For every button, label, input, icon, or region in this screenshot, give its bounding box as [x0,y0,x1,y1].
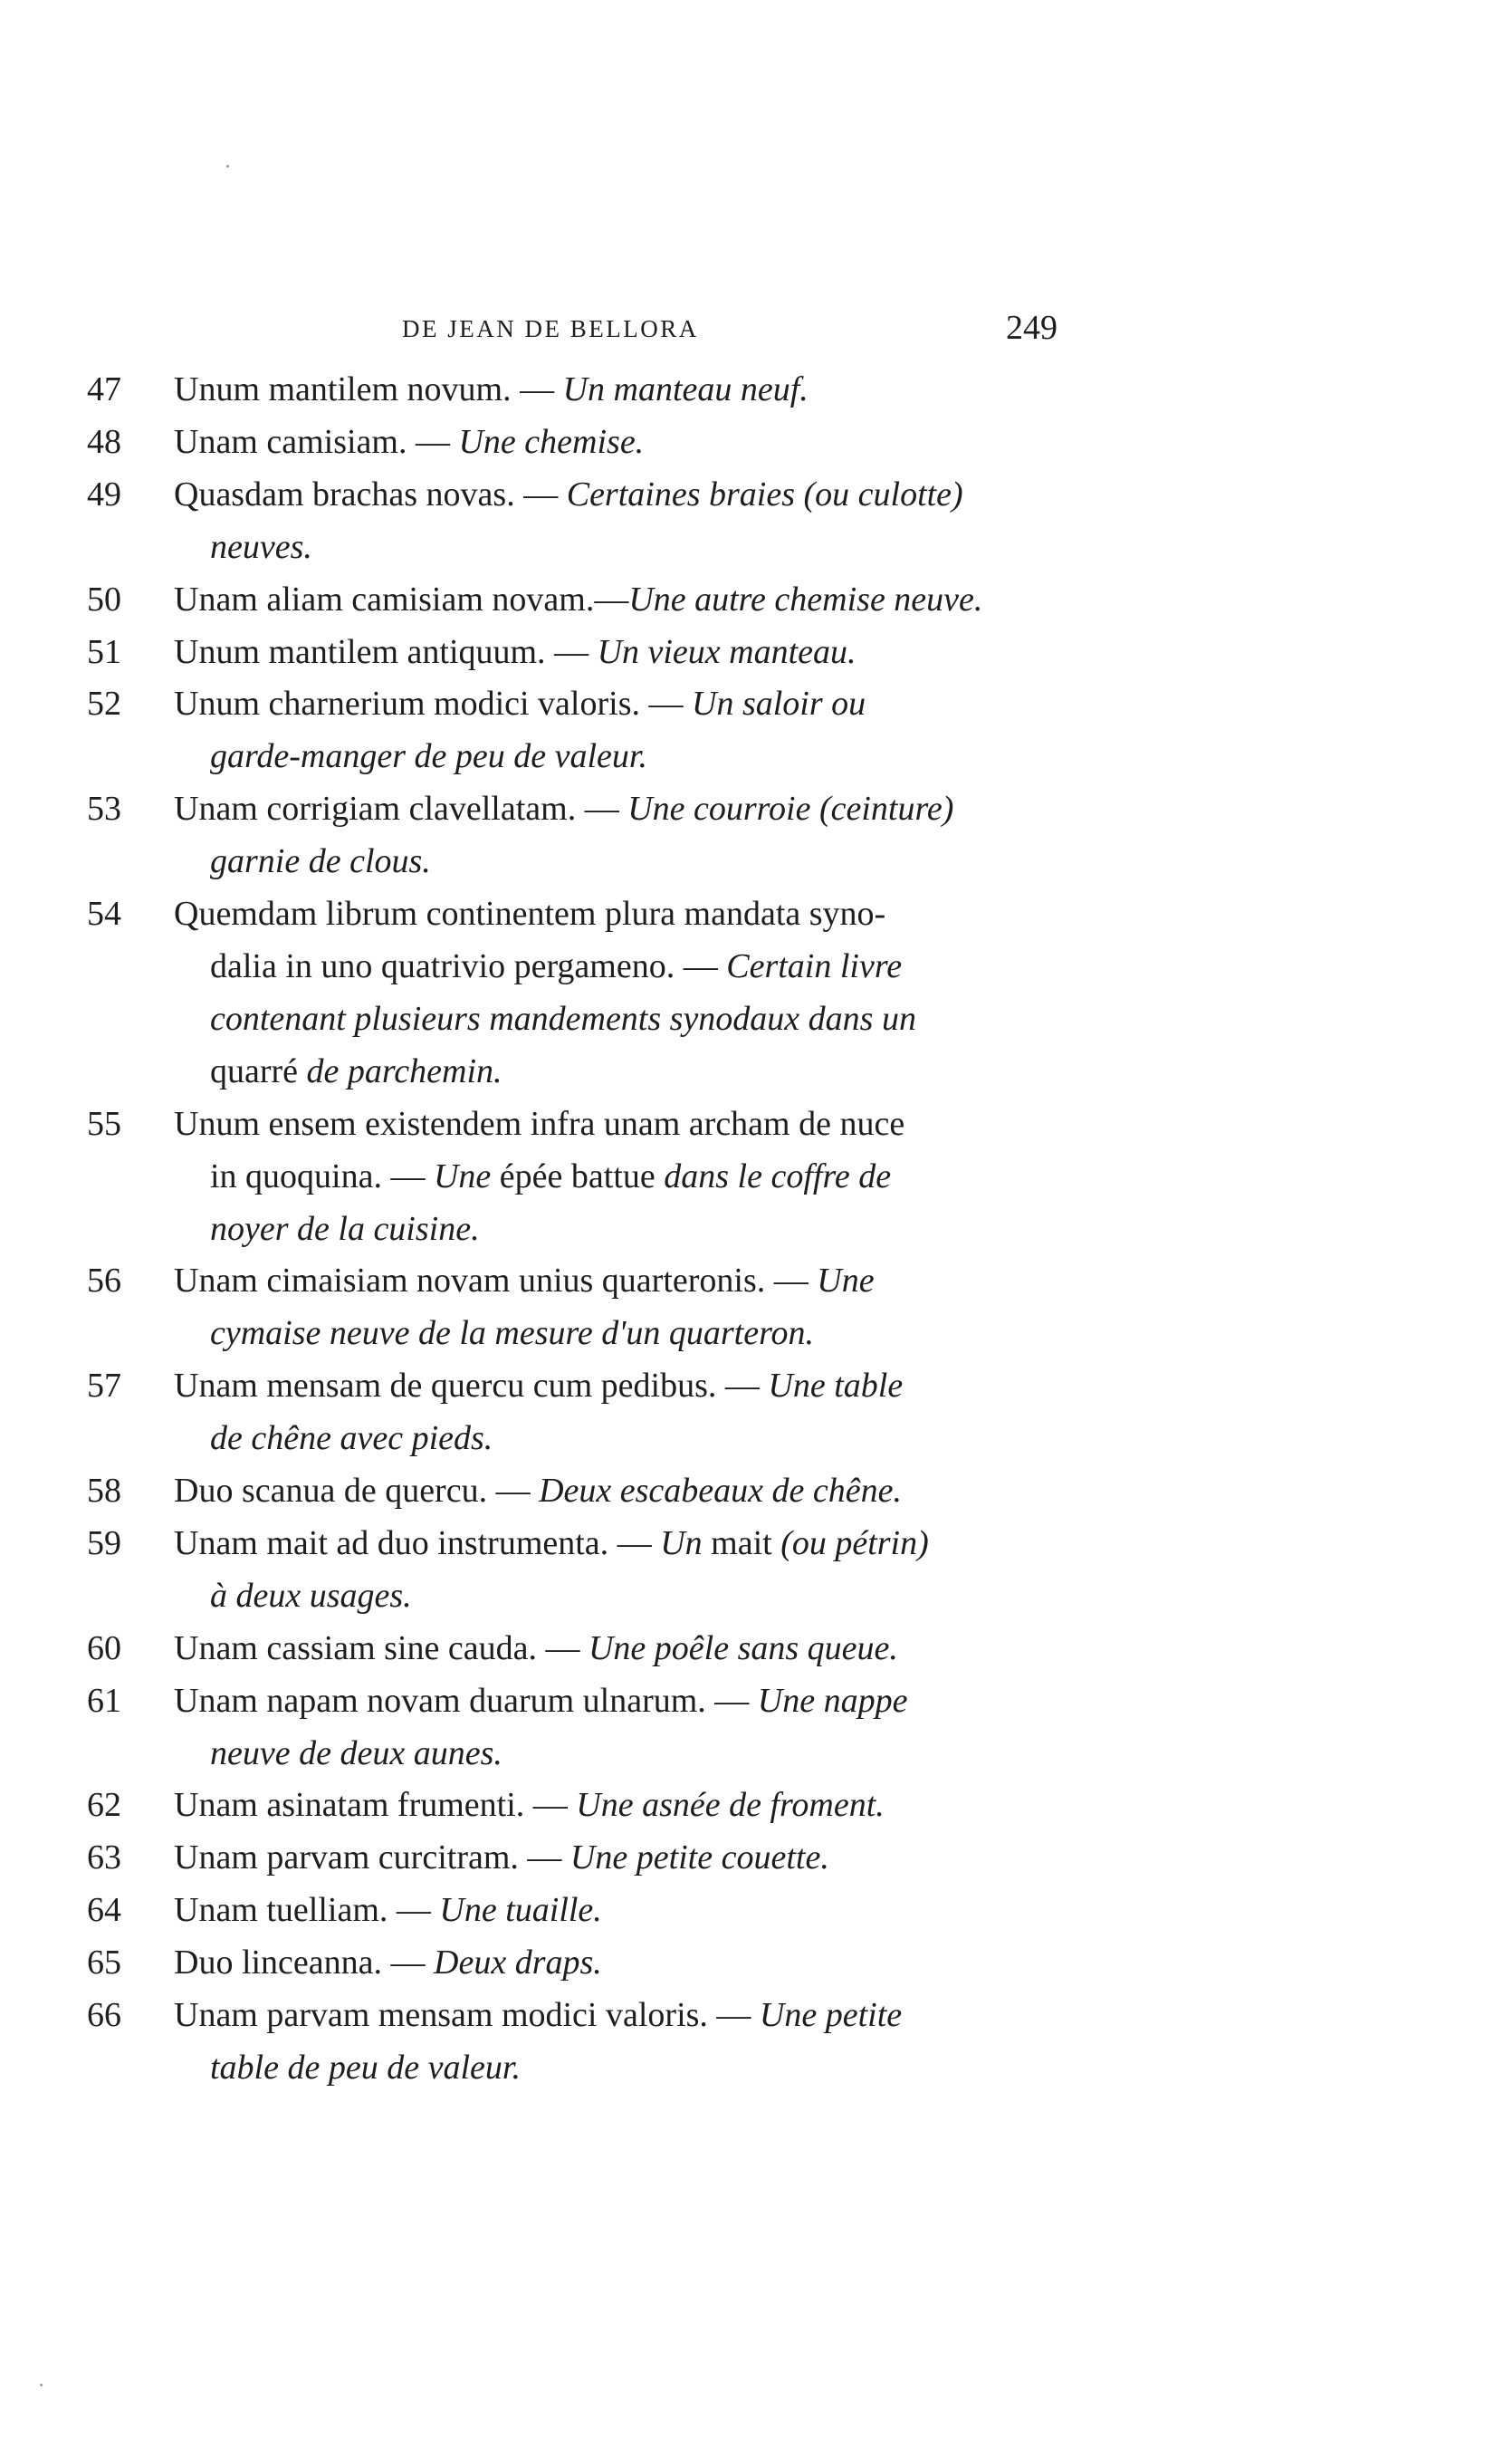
latin-text: Unum mantilem antiquum. [174,632,555,671]
entry-text [174,1675,1059,1781]
french-translation: Une petite [759,1996,903,2035]
entry-number: 64 [87,1891,121,1930]
entry-continuation-line [174,731,1059,783]
french-translation: Une table [768,1367,904,1406]
french-translation: Une courroie (ceinture) [627,790,954,829]
french-translation: de chêne avec pieds. [210,1419,493,1458]
entry-text [174,1518,1059,1623]
french-translation: de parchemin. [306,1051,502,1090]
latin-text: Unam cimaisiam novam unius quarteronis. [174,1262,774,1301]
entry-number: 65 [87,1944,121,1982]
latin-text: mait [711,1523,781,1562]
entry-continuation-line [174,941,1059,993]
entry-continuation-line [174,1151,1059,1204]
latin-text: Unam mait ad duo instrumenta. [174,1523,617,1562]
latin-text: Unam asinatam frumenti. [174,1786,533,1825]
french-translation: Une autre chemise neuve. [628,580,983,619]
french-translation: Deux escabeaux de chêne. [539,1472,902,1511]
entry-text [174,1832,1059,1885]
latin-text: Unam aliam camisiam novam. [174,580,595,619]
entry-line [174,1944,602,1982]
entry-continuation-line [174,1204,1059,1256]
inventory-entry [87,1623,1059,1675]
entry-number: 60 [87,1628,121,1667]
entry-line [174,1629,898,1667]
em-dash-separator: — [716,1996,760,2035]
inventory-entry [87,1360,1059,1465]
entry-number: 59 [87,1523,121,1562]
french-translation: Un manteau neuf. [562,370,809,408]
latin-text: in quoquina. [210,1157,391,1195]
entry-text [174,1937,1059,1990]
inventory-entry [87,1255,1059,1360]
entry-line [174,1786,885,1824]
entry-continuation-line [174,1728,1059,1781]
entry-text [174,1360,1059,1465]
entry-text [174,1885,1059,1937]
entry-continuation-line [174,1413,1059,1465]
latin-text: Quemdam librum continentem plura mandata syno- [174,895,886,934]
em-dash-separator: — [532,1786,577,1825]
entry-line [174,685,866,723]
latin-text: Unam parvam mensam modici valoris. [174,1996,717,2035]
entry-text [174,1099,1059,1256]
latin-text: Unam mensam de quercu cum pedibus. [174,1367,725,1406]
french-translation: Une petite couette. [569,1838,829,1877]
inventory-entry [87,1832,1059,1885]
latin-text: Unum mantilem novum. [174,370,521,408]
entry-number: 50 [87,580,121,619]
entry-number: 62 [87,1786,121,1825]
em-dash-separator: — [545,1628,589,1667]
entry-line [174,1891,602,1929]
entry-number: 56 [87,1262,121,1301]
entry-text [174,627,1059,679]
french-translation: Une chemise. [458,422,645,461]
french-translation: Un vieux manteau. [597,632,856,671]
inventory-entry [87,627,1059,679]
inventory-entry [87,1465,1059,1518]
latin-text: Unam camisiam. [174,422,416,461]
inventory-list [87,364,1059,2095]
inventory-entry [87,574,1059,627]
latin-text: Unam parvam curcitram. [174,1838,528,1877]
latin-text: Duo scanua de quercu. [174,1472,496,1511]
french-translation: Deux draps. [434,1944,602,1982]
em-dash-separator: — [390,1157,434,1195]
french-translation: Un saloir ou [692,685,866,724]
french-translation: Une [817,1262,875,1301]
entry-continuation-line [174,993,1059,1046]
entry-line [174,581,982,619]
entry-continuation-line [174,1046,1059,1099]
entry-line [174,1682,907,1720]
entry-continuation-line [174,2042,1059,2095]
french-translation: Certaines braies (ou culotte) [566,475,963,514]
entry-text [174,1255,1059,1360]
french-translation: contenant plusieurs mandements synodaux dans un [210,999,916,1038]
entry-number: 52 [87,685,121,724]
em-dash-separator: — [523,475,567,514]
em-dash-separator: — [527,1838,570,1877]
entry-number: 55 [87,1104,121,1143]
entry-continuation-line [174,1308,1059,1360]
entry-continuation-line [174,836,1059,888]
em-dash-separator: — [495,1472,540,1511]
entry-line [174,633,856,671]
entry-number: 61 [87,1681,121,1720]
em-dash-separator: — [617,1523,661,1562]
entry-line [174,1524,929,1562]
entry-line [174,1105,904,1143]
entry-line [174,895,885,933]
em-dash-separator: — [520,370,563,408]
french-translation: Une poêle sans queue. [588,1628,898,1667]
em-dash-separator: — [396,1891,440,1930]
entry-text [174,783,1059,888]
entry-number: 63 [87,1838,121,1877]
latin-text: Quasdam brachas novas. [174,475,524,514]
latin-text: Unam tuelliam. [174,1891,397,1930]
latin-text: dalia in uno quatrivio pergameno. [210,946,684,985]
running-head [177,308,1057,353]
french-translation: noyer de la cuisine. [210,1209,480,1248]
entry-line [174,1262,875,1300]
entry-line [174,475,963,514]
entry-number: 47 [87,370,121,408]
entry-text [174,888,1059,1099]
french-translation: garnie de clous. [210,842,431,881]
latin-text: épée battue [499,1157,665,1195]
inventory-entry [87,1675,1059,1781]
inventory-entry [87,1099,1059,1256]
french-translation: à deux usages. [210,1576,412,1615]
entry-line [174,1472,902,1510]
entry-number: 51 [87,632,121,671]
french-translation: Une nappe [757,1681,908,1720]
entry-text [174,1465,1059,1518]
entry-text [174,1623,1059,1675]
entry-text [174,1780,1059,1832]
french-translation: Certain livre [726,946,903,985]
entry-number: 66 [87,1996,121,2035]
paper-speck [40,2384,43,2386]
paper-speck [226,165,229,168]
em-dash-separator: — [683,946,727,985]
inventory-entry [87,1937,1059,1990]
running-title: DE JEAN DE BELLORA [402,315,699,342]
inventory-entry [87,364,1059,417]
entry-text [174,1990,1059,2095]
inventory-entry [87,1518,1059,1623]
latin-text: Unum charnerium modici valoris. [174,685,649,724]
entry-continuation-line [174,522,1059,574]
latin-text: Unum ensem existendem infra unam archam de nuce [174,1104,905,1143]
entry-line [174,1838,829,1876]
em-dash-separator: — [554,632,598,671]
entry-text [174,364,1059,417]
entry-number: 57 [87,1367,121,1406]
french-translation: Un [660,1523,712,1562]
em-dash-separator: — [724,1367,769,1406]
inventory-entry [87,1780,1059,1832]
inventory-entry [87,888,1059,1099]
entry-continuation-line [174,1570,1059,1623]
french-translation: dans le coffre de [664,1157,892,1195]
em-dash-separator: — [594,580,629,619]
french-translation: Une asnée de froment. [576,1786,885,1825]
em-dash-separator: — [773,1262,818,1301]
french-translation: neuve de deux aunes. [210,1733,502,1772]
entry-line [174,1367,903,1405]
french-translation: garde-manger de peu de valeur. [210,737,647,776]
entry-line [174,370,809,408]
latin-text: Unam cassiam sine cauda. [174,1628,546,1667]
entry-number: 58 [87,1472,121,1511]
inventory-entry [87,469,1059,574]
french-translation: cymaise neuve de la mesure d'un quarteron. [210,1314,814,1353]
entry-number: 48 [87,422,121,461]
em-dash-separator: — [714,1681,758,1720]
latin-text: quarré [210,1051,307,1090]
inventory-entry [87,783,1059,888]
entry-text [174,678,1059,783]
french-translation: table de peu de valeur. [210,2049,521,2087]
inventory-entry [87,1885,1059,1937]
entry-line [174,423,644,461]
french-translation: Une tuaille. [439,1891,602,1930]
french-translation: (ou pétrin) [780,1523,929,1562]
latin-text: Unam corrigiam clavellatam. [174,790,585,829]
latin-text: Duo linceanna. [174,1944,391,1982]
french-translation: neuves. [210,527,312,566]
em-dash-separator: — [648,685,692,724]
entry-line [174,790,953,828]
entry-number: 49 [87,475,121,514]
entry-text [174,417,1059,469]
french-translation: Une [433,1157,500,1195]
inventory-entry [87,1990,1059,2095]
entry-number: 53 [87,790,121,829]
entry-text [174,469,1059,574]
em-dash-separator: — [390,1944,435,1982]
entry-text [174,574,1059,627]
entry-line [174,1996,902,2034]
inventory-entry [87,417,1059,469]
em-dash-separator: — [415,422,459,461]
latin-text: Unam napam novam duarum ulnarum. [174,1681,715,1720]
em-dash-separator: — [584,790,628,829]
entry-number: 54 [87,895,121,934]
inventory-entry [87,678,1059,783]
page-number: 249 [1006,309,1057,347]
